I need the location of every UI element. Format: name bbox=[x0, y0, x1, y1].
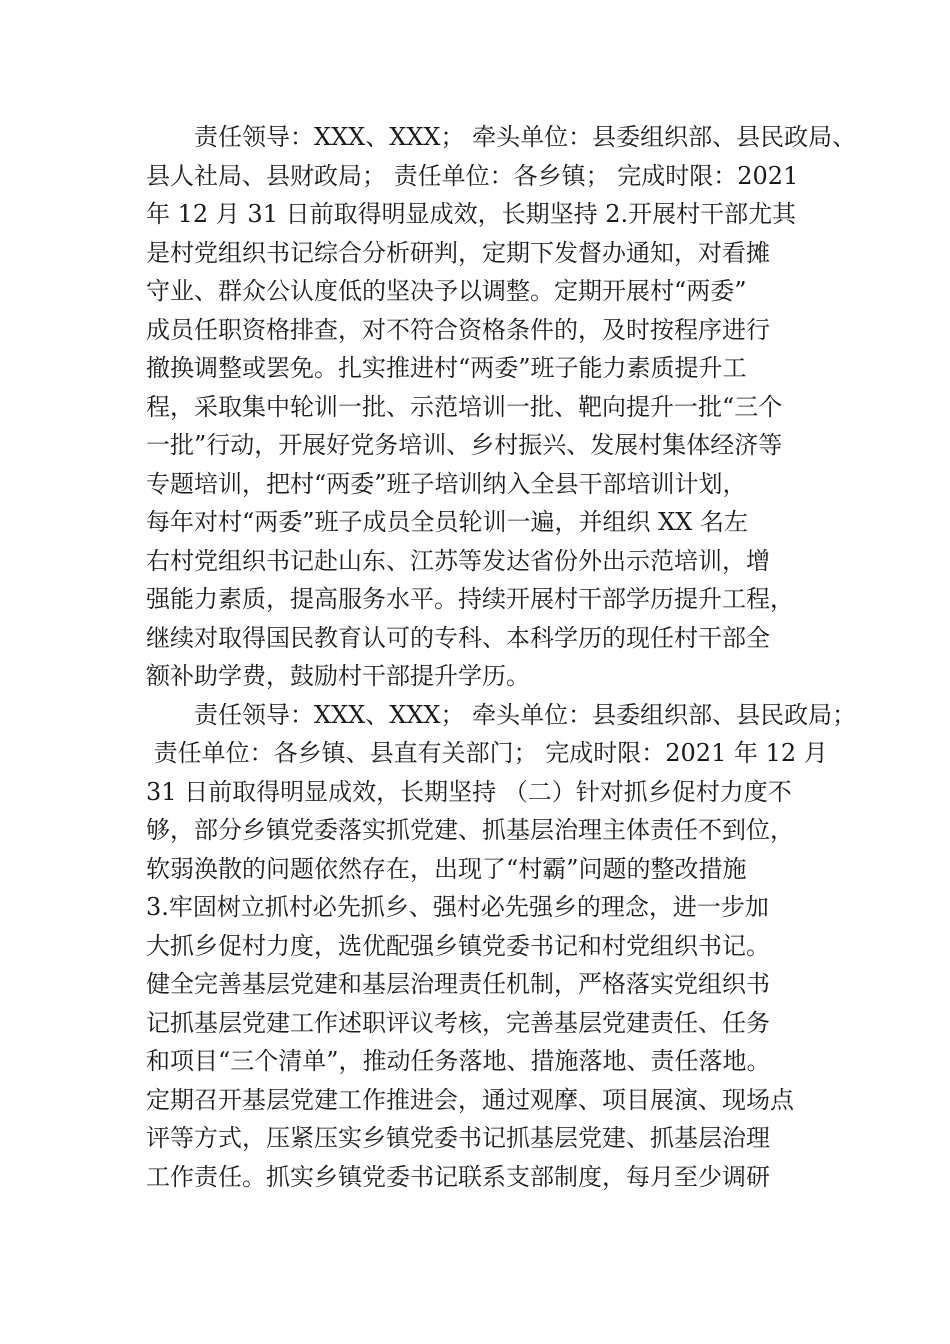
document-body bbox=[146, 118, 857, 1196]
text-line: 大抓乡促村力度，选优配强乡镇党委书记和村党组织书记。 bbox=[146, 931, 770, 960]
text-line: 责任领导：XXX、XXX； 牵头单位：县委组织部、县民政局、 bbox=[146, 123, 857, 151]
text-line: 健全完善基层党建和基层治理责任机制，严格落实党组织书 bbox=[146, 970, 770, 998]
text-line: 定期召开基层党建工作推进会，通过观摩、项目展演、现场点 bbox=[146, 1085, 794, 1114]
text-line: 一批”行动，开展好党务培训、乡村振兴、发展村集体经济等 bbox=[146, 431, 783, 459]
text-line: 3.牢固树立抓村必先抓乡、强村必先强乡的理念，进一步加 bbox=[146, 893, 769, 921]
text-line: 记抓基层党建工作述职评议考核，完善基层党建责任、任务 bbox=[146, 1008, 770, 1037]
text-line: 守业、群众公认度低的坚决予以调整。定期开展村“两委” bbox=[146, 277, 747, 305]
text-line: 程，采取集中轮训一批、示范培训一批、靶向提升一批“三个 bbox=[146, 392, 783, 421]
text-line: 评等方式，压紧压实乡镇党委书记抓基层党建、抓基层治理 bbox=[146, 1124, 770, 1152]
text-line: 专题培训，把村“两委”班子培训纳入全县干部培训计划， bbox=[146, 469, 747, 498]
text-line: 每年对村“两委”班子成员全员轮训一遍，并组织 XX 名左 bbox=[146, 508, 748, 536]
text-line: 工作责任。抓实乡镇党委书记联系支部制度，每月至少调研 bbox=[146, 1162, 770, 1191]
text-line: 年 12 月 31 日前取得明显成效，长期坚持 2.开展村干部尤其 bbox=[146, 200, 797, 228]
text-line: 成员任职资格排查，对不符合资格条件的，及时按程序进行 bbox=[146, 315, 770, 344]
text-line: 软弱涣散的问题依然存在，出现了“村霸”问题的整改措施 bbox=[146, 854, 747, 883]
text-line: 右村党组织书记赴山东、江苏等发达省份外出示范培训，增 bbox=[146, 546, 770, 575]
text-line: 是村党组织书记综合分析研判，定期下发督办通知，对看摊 bbox=[146, 238, 770, 267]
text-line: 撤换调整或罢免。扎实推进村“两委”班子能力素质提升工 bbox=[146, 354, 747, 382]
text-line: 责任单位：各乡镇、县直有关部门； 完成时限：2021 年 12 月 bbox=[146, 739, 828, 767]
text-line: 继续对取得国民教育认可的专科、本科学历的现任村干部全 bbox=[146, 623, 770, 652]
text-line: 和项目“三个清单”，推动任务落地、措施落地、责任落地。 bbox=[146, 1047, 771, 1075]
text-line: 强能力素质，提高服务水平。持续开展村干部学历提升工程， bbox=[146, 585, 794, 613]
text-line: 额补助学费，鼓励村干部提升学历。 bbox=[146, 662, 530, 690]
text-line: 够，部分乡镇党委落实抓党建、抓基层治理主体责任不到位， bbox=[146, 816, 794, 844]
text-line: 责任领导：XXX、XXX； 牵头单位：县委组织部、县民政局； bbox=[146, 700, 857, 729]
text-line: 县人社局、县财政局； 责任单位：各乡镇； 完成时限：2021 bbox=[146, 161, 799, 190]
text-line: 31 日前取得明显成效，长期坚持 （二）针对抓乡促村力度不 bbox=[146, 777, 792, 806]
